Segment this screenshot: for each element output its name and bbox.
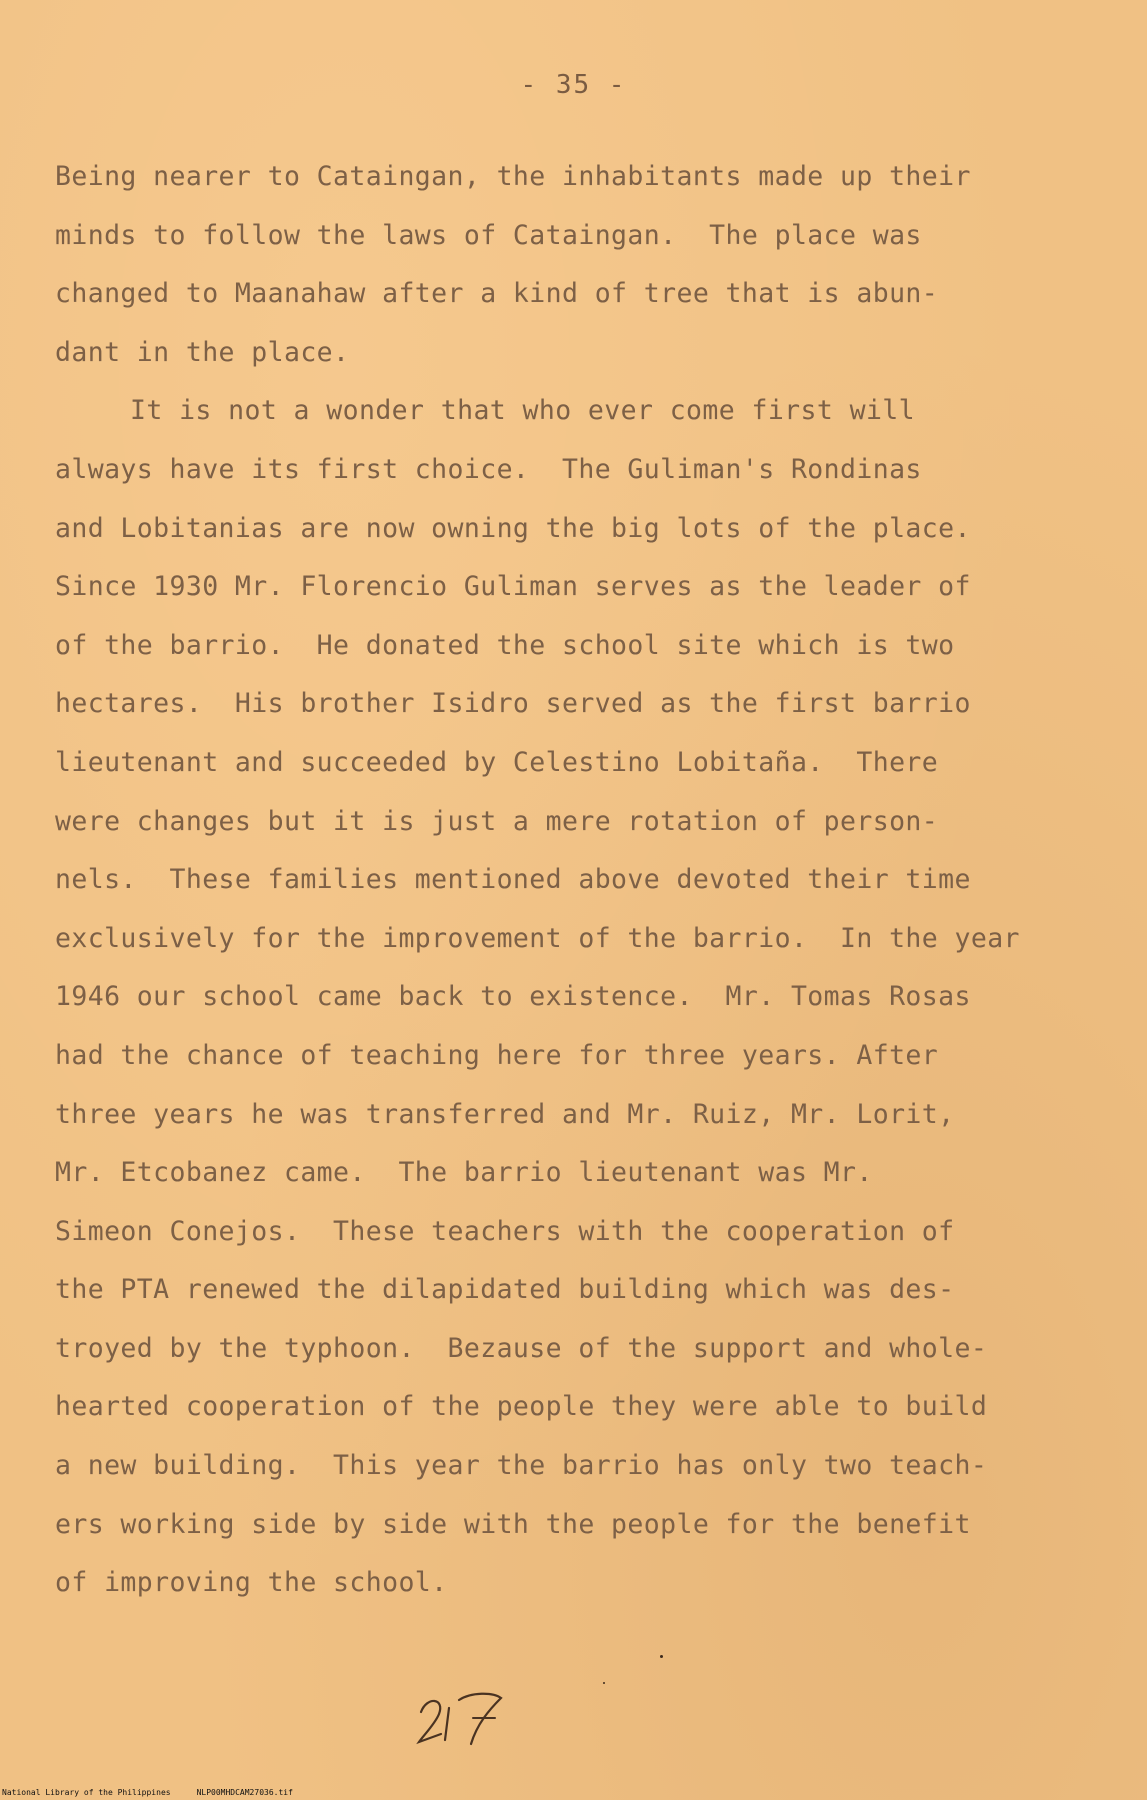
text-line: had the chance of teaching here for three years. After <box>55 1039 939 1071</box>
text-line: nels. These families mentioned above devoted their time <box>55 864 971 896</box>
text-line: Mr. Etcobanez came. The barrio lieutenant was Mr. <box>55 1157 873 1189</box>
text-line: of the barrio. He donated the school site which is two <box>55 629 955 661</box>
text-line: troyed by the typhoon. Bezause of the support and whole- <box>55 1332 988 1364</box>
text-line: Simeon Conejos. These teachers with the cooperation of <box>55 1215 955 1247</box>
text-line: of improving the school. <box>55 1567 448 1599</box>
footer-institution: National Library of the Philippines <box>2 1788 171 1797</box>
text-line: Being nearer to Cataingan, the inhabitants made up their <box>55 161 971 192</box>
text-line: It is not a wonder that who ever come first will <box>130 395 916 427</box>
footer-file-id: NLP00MHDCAM27036.tif <box>196 1788 293 1797</box>
text-line: hearted cooperation of the people they were able to build <box>55 1391 988 1423</box>
ink-speck <box>603 1682 605 1684</box>
handwritten-page-number <box>415 1688 505 1748</box>
text-line: lieutenant and succeeded by Celestino Lobitaña. There <box>55 746 939 778</box>
text-line: the PTA renewed the dilapidated building which was des- <box>55 1274 955 1306</box>
text-line: hectares. His brother Isidro served as the first barrio <box>55 688 971 720</box>
text-line: a new building. This year the barrio has only two teach- <box>55 1450 988 1482</box>
text-line: dant in the place. <box>55 336 350 368</box>
ink-speck <box>660 1655 663 1658</box>
page-number: - 35 - <box>520 70 627 100</box>
text-line: were changes but it is just a mere rotation of person- <box>55 805 939 837</box>
text-line: ers working side by side with the people for the benefit <box>55 1508 971 1540</box>
text-line: always have its first choice. The Guliman's Rondinas <box>55 453 922 485</box>
text-line: three years he was transferred and Mr. Ruiz, Mr. Lorit, <box>55 1098 955 1130</box>
text-line: changed to Maanahaw after a kind of tree that is abun- <box>55 278 939 310</box>
text-line: and Lobitanias are now owning the big lots of the place. <box>55 512 971 544</box>
scan-footer <box>0 1786 1147 1800</box>
body-text <box>55 162 1115 1627</box>
text-line: minds to follow the laws of Cataingan. The place was <box>55 219 922 251</box>
text-line: Since 1930 Mr. Florencio Guliman serves as the leader of <box>55 571 971 603</box>
text-line: exclusively for the improvement of the barrio. In the year <box>55 922 1020 954</box>
text-line: 1946 our school came back to existence. Mr. Tomas Rosas <box>55 981 971 1013</box>
